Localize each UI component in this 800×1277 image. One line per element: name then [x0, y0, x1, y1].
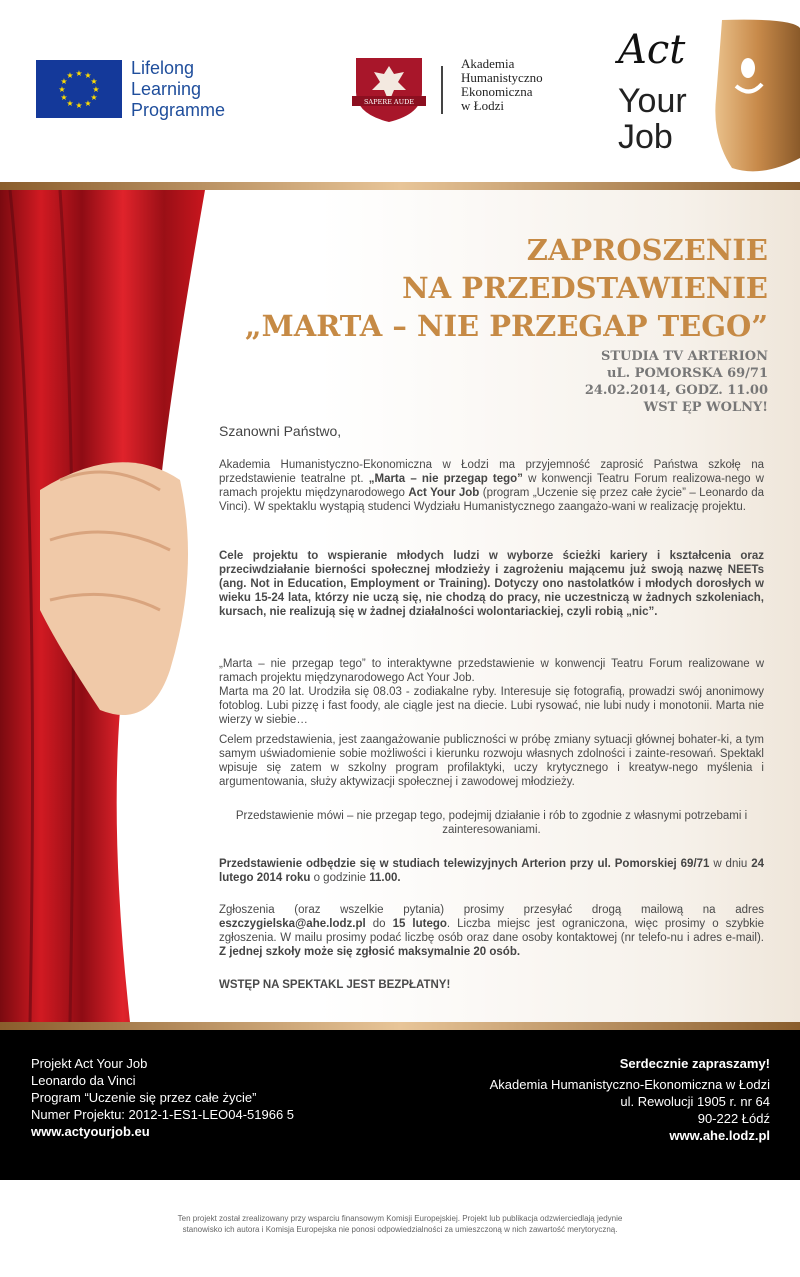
footer-left-line-4: Numer Projektu: 2012-1-ES1-LEO04-51966 5 [31, 1107, 295, 1122]
p8-text-c: . Liczba miejsc jest ograniczona, więc prosimy o szybkie zgłoszenia. W mailu prosimy podać liczbę osób oraz dane osoby kontaktowej (nr telefo-nu i adres e-mail). [219, 918, 764, 944]
venue-line-4: WST ĘP WOLNY! [643, 400, 768, 415]
ahe-website-link[interactable]: www.ahe.lodz.pl [669, 1128, 770, 1143]
invitation-title [245, 231, 768, 345]
footer-left-line-2: Leonardo da Vinci [31, 1073, 136, 1088]
p8-limit: Z jednej szkoły może się zgłosić maksymalnie 20 osób. [219, 946, 521, 958]
footer-left-line-1: Projekt Act Your Job [31, 1056, 148, 1071]
paragraph-marta: Marta ma 20 lat. Urodziła się 08.03 - zodiakalne ryby. Interesuje się fotografią, prowadzi swój anonimowy fotoblog. Lubi pizzę i fast foody, ale ciągle jest na diecie. Lubi rysować, nie lubi nudy i monotonii. Marta nie wierzy w siebie… [219, 686, 764, 726]
logo-job: Job [618, 118, 673, 156]
logo-act: Act [618, 27, 686, 73]
title-line-1: ZAPROSZENIE [526, 233, 768, 267]
p7-date: 24 lutego 2014 roku [219, 858, 764, 884]
p7-location: Przedstawienie odbędzie się w studiach telewizyjnych Arterion przy ul. Pomorskiej 69/71 [219, 858, 710, 870]
footer-right-line-3: 90-222 Łódź [697, 1111, 770, 1126]
footer-invite-heading: Serdecznie zapraszamy! [619, 1056, 770, 1071]
p8-deadline: 15 lutego [392, 918, 447, 930]
svg-text:★: ★ [60, 93, 68, 102]
eu-stars-icon [36, 60, 122, 118]
svg-text:★: ★ [84, 99, 92, 108]
p1-text-b: w konwencji Teatru Forum realizowa-nego w ramach projektu międzynarodowego [219, 473, 764, 499]
title-line-3: „MARTA – NIE PRZEGAP TEGO” [244, 309, 768, 343]
svg-text:★: ★ [66, 99, 74, 108]
svg-text:★: ★ [75, 69, 83, 78]
paragraph-registration [219, 903, 764, 959]
svg-text:★: ★ [60, 77, 68, 86]
paragraph-goals: Cele projektu to wspieranie młodych ludzi w wyborze ścieżki kariery i kształcenia oraz przeciwdziałanie bierności społecznej młodzieży i zagrożeniu mającemu już swoją nazwę NEETs (ang. Not in Education, Employment or Training). Dotyczy ono nastolatków i młodych dorosłych w wieku 15-24 lata, którzy nie uczą się, nie chodzą do pracy, nie uczestniczą w żadnych szkoleniach, kursach, nie realizują się w żadnej działalności wolontariackiej, czyli robią „nic”. [219, 550, 764, 618]
lifelong-learning-programme-logo [131, 58, 225, 121]
theatre-mask-icon [692, 18, 800, 178]
p7-text-b: o godzinie [310, 872, 370, 884]
venue-line-1: STUDIA TV ARTERION [601, 349, 768, 364]
actyourjob-link[interactable]: www.actyourjob.eu [31, 1124, 150, 1139]
footer-right-line-1: Akademia Humanistyczno-Ekonomiczna w Łodzi [489, 1077, 770, 1092]
eu-disclaimer [100, 1213, 700, 1235]
footer-project-info [31, 1055, 294, 1140]
ahe-name-line-2: Humanistyczno [461, 70, 543, 85]
logo-divider [441, 66, 443, 114]
svg-text:★: ★ [66, 71, 74, 80]
title-line-2: NA PRZEDSTAWIENIE [402, 271, 768, 305]
svg-text:★: ★ [92, 85, 100, 94]
paragraph-location [219, 857, 764, 885]
top-gold-divider [0, 182, 800, 190]
paragraph-intro [219, 458, 764, 514]
ahe-name-line-1: Akademia [461, 56, 515, 71]
p1-text-a: Akademia Humanistyczno-Ekonomiczna w Łodzi ma przyjemność zaprosić Państwa szkołę na przedstawienie teatralne pt. [219, 459, 764, 485]
paragraph-message: Przedstawienie mówi – nie przegap tego, podejmij działanie i rób to zgodnie z własnymi potrzebami i zainteresowaniami. [235, 810, 748, 836]
p7-text-a: w dniu [709, 858, 752, 870]
llp-line-1: Lifelong [131, 58, 195, 78]
venue-details [585, 348, 768, 416]
red-curtain-illustration [0, 190, 205, 1022]
crest-motto: SAPERE AUDE [363, 98, 415, 106]
ahe-name-line-3: Ekonomiczna [461, 84, 533, 99]
footer-contact [490, 1055, 770, 1144]
paragraph-free-entry: WSTĘP NA SPEKTAKL JEST BEZPŁATNY! [219, 979, 451, 991]
footer-right-line-2: ul. Rewolucji 1905 r. nr 64 [620, 1094, 770, 1109]
p1-text-c: (program „Uczenie się przez całe życie” – Leonardo da Vinci). W spektaklu wystąpią studenci Wydziału Humanistycznego zaangażo-wani w realizację projektu. [219, 487, 764, 513]
p8-text-a: Zgłoszenia (oraz wszelkie pytania) prosimy przesyłać drogą mailową na adres [219, 904, 764, 916]
paragraph-purpose: Celem przedstawienia, jest zaangażowanie publiczności w próbę zmiany sytuacji głównej bohater-ki, a tym samym uświadomienie sobie możliwości i kierunku rozwoju własnych zdolności i zainte-resowań. Spektakl wpisuje się zatem w szkolny program profilaktyki, uczy krytycznego i kreatyw-nego myślenia i argumentowania, służy aktywizacji społecznej i zawodowej młodzieży. [219, 734, 764, 788]
footer-left-line-3: Program “Uczenie się przez całe życie” [31, 1090, 257, 1105]
venue-line-2: uL. POMORSKA 69/71 [607, 366, 768, 381]
eu-flag-logo [36, 60, 122, 118]
p1-project-name: Act Your Job [408, 487, 480, 499]
p7-time: 11.00. [369, 872, 401, 884]
ahe-name-line-4: w Łodzi [461, 98, 504, 113]
llp-line-3: Programme [131, 100, 226, 120]
ahe-name-logo [461, 57, 543, 113]
registration-email-link[interactable]: eszczygielska@ahe.lodz.pl [219, 918, 366, 930]
disclaimer-line-1: Ten projekt został zrealizowany przy wsparciu finansowym Komisji Europejskiej. Projekt lub publikacja odzwierciedlają jedynie [177, 1214, 623, 1223]
llp-line-2: Learning [131, 79, 202, 99]
svg-text:★: ★ [58, 85, 66, 94]
p8-text-b: do [365, 918, 393, 930]
svg-text:★: ★ [90, 93, 98, 102]
svg-text:★: ★ [75, 101, 83, 110]
svg-text:★: ★ [84, 71, 92, 80]
paragraph-about-play: „Marta – nie przegap tego” to interaktywne przedstawienie w konwencji Teatru Forum realizowane w ramach projektu międzynarodowego Act Your Job. [219, 658, 764, 684]
p1-play-title: „Marta – nie przegap tego” [368, 473, 523, 485]
disclaimer-line-2: stanowisko ich autora i Komisja Europejska nie ponosi odpowiedzialności za umieszczoną w nich zawartość merytoryczną. [182, 1225, 618, 1234]
greeting: Szanowni Państwo, [219, 423, 342, 439]
ahe-crest-logo [350, 52, 428, 124]
bottom-gold-divider [0, 1022, 800, 1030]
svg-text:★: ★ [90, 77, 98, 86]
logo-your: Your [618, 82, 687, 120]
venue-line-3: 24.02.2014, GODZ. 11.00 [584, 383, 768, 398]
